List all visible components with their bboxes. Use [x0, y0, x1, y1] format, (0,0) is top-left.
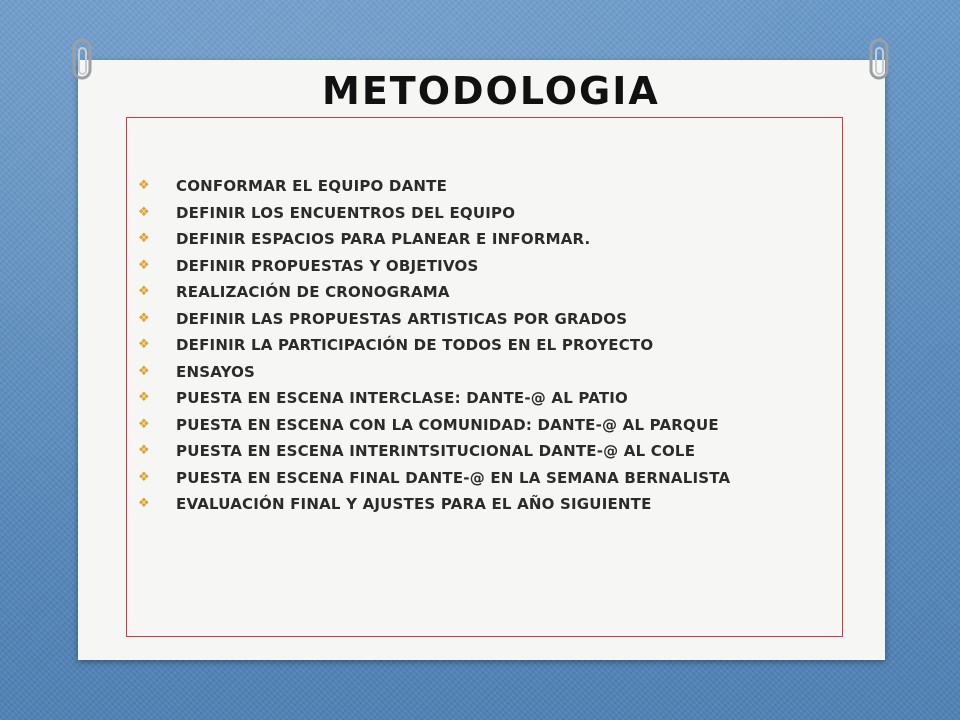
diamond-bullet-icon: ❖: [138, 178, 150, 193]
diamond-bullet-icon: ❖: [138, 204, 150, 220]
list-item: [138, 309, 838, 329]
list-item-text: PUESTA EN ESCENA CON LA COMUNIDAD: DANTE-@ AL PARQUE: [176, 415, 719, 434]
list-item: [138, 282, 838, 302]
list-item: [138, 468, 838, 488]
diamond-bullet-icon: ❖: [138, 443, 150, 458]
list-item-text: DEFINIR LA PARTICIPACIÓN DE TODOS EN EL PROYECTO: [176, 336, 654, 354]
list-item: [138, 494, 838, 514]
diamond-bullet-icon: ❖: [138, 469, 150, 485]
list-item-text: PUESTA EN ESCENA INTERINTSITUCIONAL DANTE-@ AL COLE: [176, 442, 696, 460]
list-item-text: DEFINIR LAS PROPUESTAS ARTISTICAS POR GRADOS: [176, 309, 628, 328]
paper-clip-right-icon: [866, 38, 892, 82]
list-item-text: DEFINIR PROPUESTAS Y OBJETIVOS: [176, 256, 479, 275]
list-item: [138, 415, 838, 435]
diamond-bullet-icon: ❖: [138, 257, 150, 273]
list-item-text: DEFINIR LOS ENCUENTROS DEL EQUIPO: [176, 203, 516, 222]
slide-title: METODOLOGIA: [322, 69, 660, 113]
diamond-bullet-icon: ❖: [138, 337, 150, 352]
diamond-bullet-icon: ❖: [138, 496, 150, 511]
list-item-text: PUESTA EN ESCENA FINAL DANTE-@ EN LA SEMANA BERNALISTA: [176, 468, 731, 487]
list-item-text: REALIZACIÓN DE CRONOGRAMA: [176, 283, 450, 301]
diamond-bullet-icon: ❖: [138, 310, 150, 326]
list-item-text: ENSAYOS: [176, 362, 256, 381]
list-item: [138, 256, 838, 276]
diamond-bullet-icon: ❖: [138, 231, 150, 246]
diamond-bullet-icon: ❖: [138, 284, 150, 299]
list-item: [138, 388, 838, 408]
diamond-bullet-icon: ❖: [138, 363, 150, 379]
list-item-text: PUESTA EN ESCENA INTERCLASE: DANTE-@ AL PATIO: [176, 389, 628, 407]
methodology-list: [138, 176, 838, 521]
list-item: [138, 203, 838, 223]
list-item: [138, 335, 838, 355]
list-item: [138, 441, 838, 461]
list-item: [138, 362, 838, 382]
diamond-bullet-icon: ❖: [138, 390, 150, 405]
list-item-text: EVALUACIÓN FINAL Y AJUSTES PARA EL AÑO SIGUIENTE: [176, 495, 652, 513]
list-item: [138, 229, 838, 249]
list-item: [138, 176, 838, 196]
list-item-text: CONFORMAR EL EQUIPO DANTE: [176, 177, 448, 195]
paper-clip-left-icon: [70, 38, 96, 82]
diamond-bullet-icon: ❖: [138, 416, 150, 432]
list-item-text: DEFINIR ESPACIOS PARA PLANEAR E INFORMAR.: [176, 230, 591, 248]
